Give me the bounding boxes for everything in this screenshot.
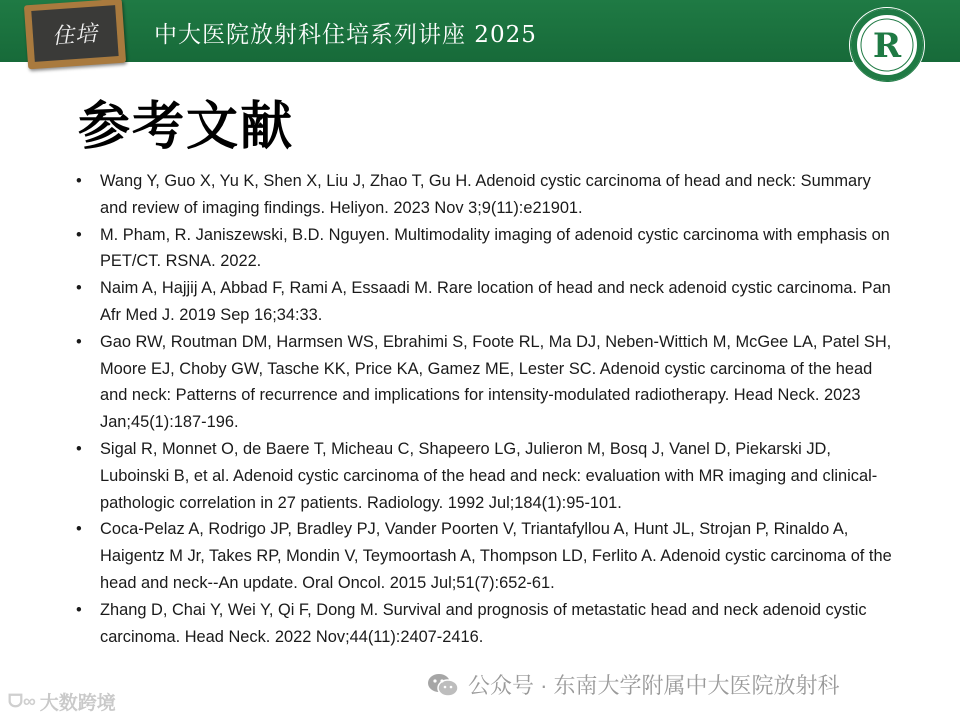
bullet-icon: • (76, 332, 82, 351)
bullet-icon: • (76, 439, 82, 458)
chalkboard-surface (31, 5, 118, 62)
hospital-logo-icon (847, 5, 927, 85)
bullet-icon: • (76, 172, 82, 190)
reference-text: Coca-Pelaz A, Rodrigo JP, Bradley PJ, Vander Poorten V, Triantafyllou A, Hunt JL, Strojan P, Rinaldo A, Haigentz M Jr, Takes RP, Mondin V, Teymoortash A, Thompson LD, Ferlito A. Adenoid cystic carcinoma of the head and neck--An update. Oral Oncol. 2015 Jul;51(7):652-61. (100, 520, 892, 592)
infinity-logo-icon: ᗜ∞ (8, 691, 36, 711)
reference-item (76, 516, 896, 596)
reference-text: Wang Y, Guo X, Yu K, Shen X, Liu J, Zhao T, Gu H. Adenoid cystic carcinoma of head and neck: Summary and review of imaging findings. Heliyon. 2023 Nov 3;9(11):e21901. (100, 172, 871, 217)
reference-item (76, 597, 896, 651)
reference-list (76, 168, 896, 650)
reference-text: Gao RW, Routman DM, Harmsen WS, Ebrahimi S, Foote RL, Ma DJ, Neben-Wittich M, McGee LA, Patel SH, Moore EJ, Choby GW, Tasche KK, Price KA, Gamez ME, Lester SC. Adenoid cystic carcinoma of the head and neck: Patterns of recurrence and implications for intensity-modulated radiotherapy. Head Neck. 2023 Jan;45(1):187-196. (100, 332, 892, 432)
reference-text: M. Pham, R. Janiszewski, B.D. Nguyen. Multimodality imaging of adenoid cystic carcinoma with emphasis on PET/CT. RSNA. 2022. (100, 225, 890, 271)
reference-item (76, 168, 896, 222)
reference-item (76, 329, 896, 436)
bullet-icon: • (76, 225, 82, 244)
header-title: 中大医院放射科住培系列讲座 2025 (154, 22, 537, 48)
chalkboard-badge (24, 0, 126, 69)
reference-text: Zhang D, Chai Y, Wei Y, Qi F, Dong M. Survival and prognosis of metastatic head and neck adenoid cystic carcinoma. Head Neck. 2022 Nov;44(11):2407-2416. (100, 600, 867, 646)
reference-item (76, 436, 896, 516)
wechat-icon (426, 672, 460, 698)
bullet-icon: • (76, 520, 82, 539)
reference-text: Naim A, Hajjij A, Abbad F, Rami A, Essaadi M. Rare location of head and neck adenoid cystic carcinoma. Pan Afr Med J. 2019 Sep 16;34:33. (100, 279, 891, 324)
slide-header (0, 0, 960, 62)
bullet-icon: • (76, 600, 82, 619)
watermark-right-text: 公众号 · 东南大学附属中大医院放射科 (468, 673, 840, 698)
reference-item (76, 222, 896, 276)
watermark-left-text: 大数跨境 (39, 693, 116, 714)
reference-item (76, 275, 896, 329)
badge-text: 住培 (51, 21, 99, 50)
slide-title: 参考文献 (78, 97, 295, 157)
watermark-right (426, 669, 840, 700)
reference-text: Sigal R, Monnet O, de Baere T, Micheau C, Shapeero LG, Julieron M, Bosq J, Vanel D, Piekarski JD, Luboinski B, et al. Adenoid cystic carcinoma of the head and neck: evaluation with MR imaging and clinical-pathologic correlation in 27 patients. Radiology. 1992 Jul;184(1):95-101. (100, 439, 878, 512)
logo-letter: R (872, 26, 902, 66)
watermark-left (8, 688, 116, 715)
bullet-icon: • (76, 279, 82, 298)
